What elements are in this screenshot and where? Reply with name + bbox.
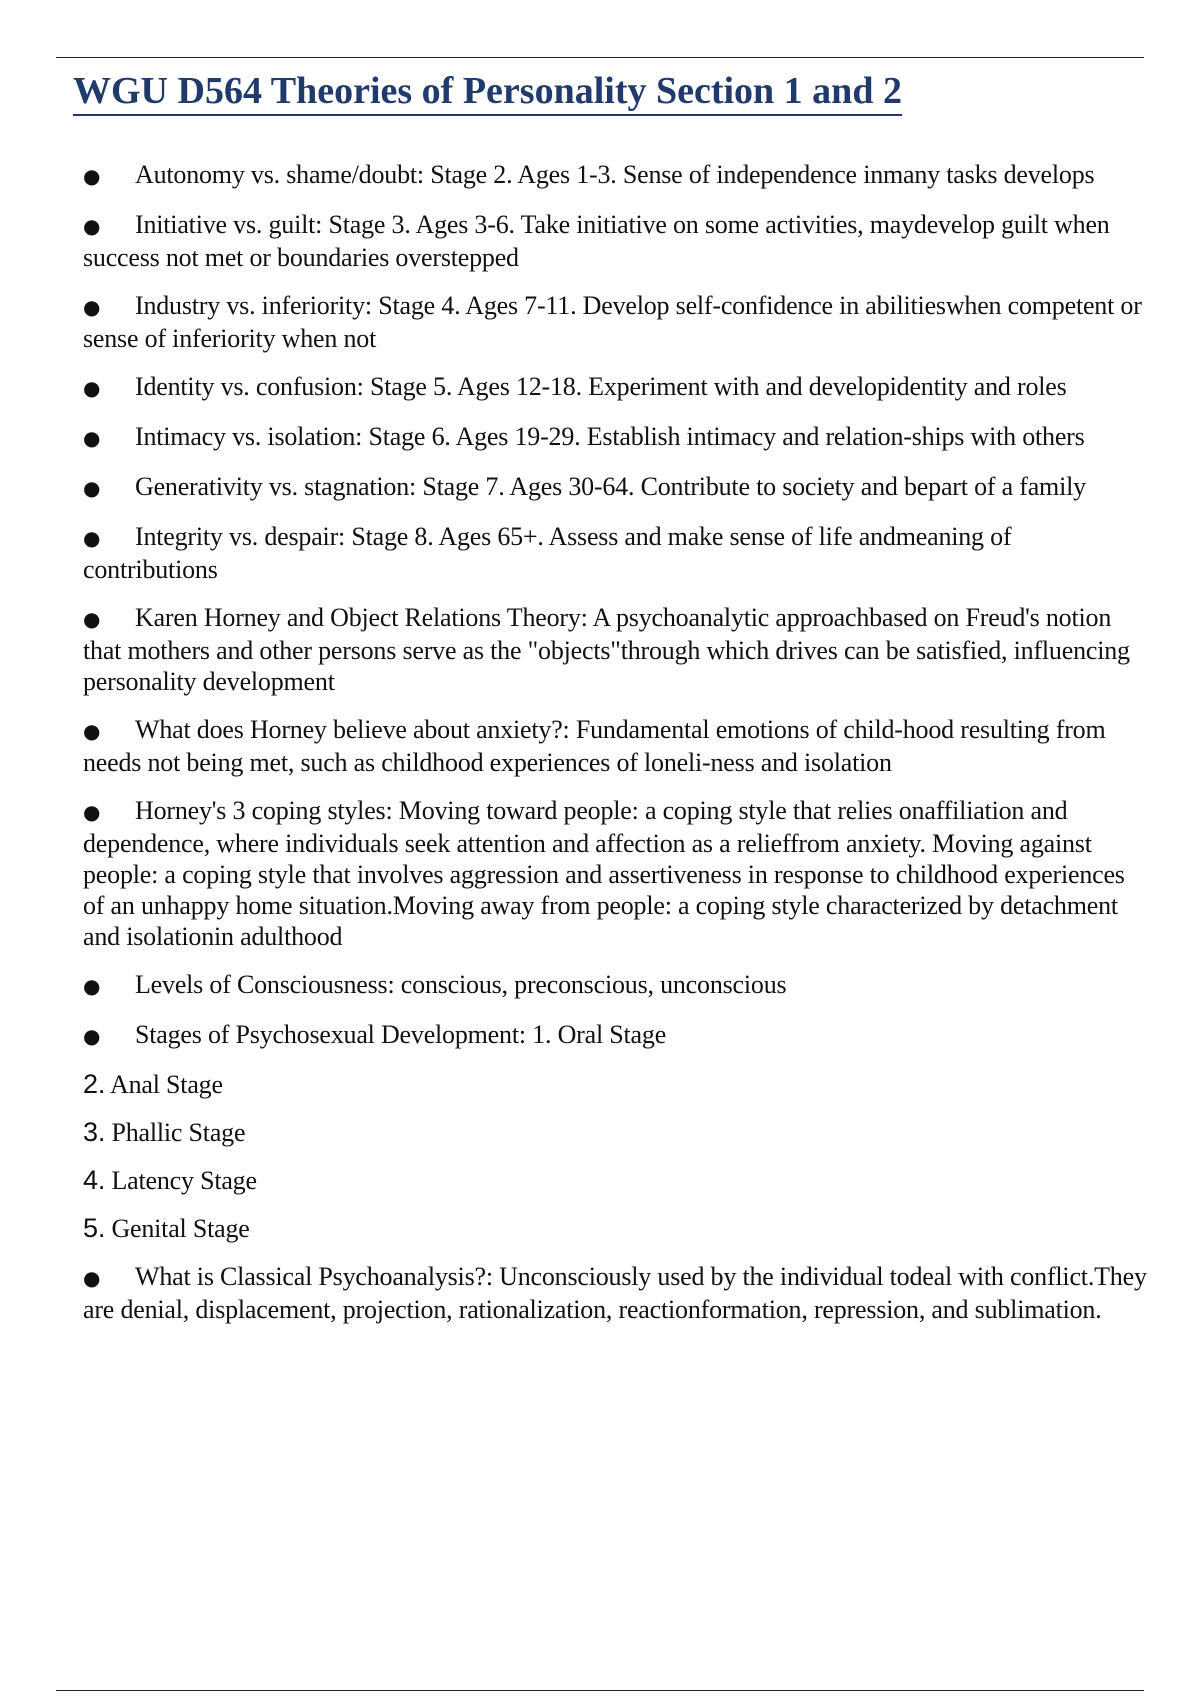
numbered-item	[83, 1165, 1147, 1196]
bullet: ●	[83, 607, 101, 631]
bullet: ●	[83, 214, 101, 238]
list-item	[83, 602, 1147, 697]
item-number: 3.	[83, 1117, 106, 1147]
list-item-text: Autonomy vs. shame/doubt: Stage 2. Ages 1-3. Sense of independence inmany tasks develops	[135, 160, 1095, 189]
bullet: ●	[83, 426, 101, 450]
list-item-text: Integrity vs. despair: Stage 8. Ages 65+. Assess and make sense of life andmeaning of contributions	[83, 522, 1012, 584]
list-item	[83, 371, 1147, 404]
bullet: ●	[83, 295, 101, 319]
list-item	[83, 471, 1147, 504]
list-item-text: What does Horney believe about anxiety?: Fundamental emotions of child-hood resulting from needs not being met, such as childhood experiences of loneli-ness and isolation	[83, 715, 1106, 777]
list-item	[83, 1261, 1147, 1325]
item-number: 4.	[83, 1165, 106, 1195]
numbered-item	[83, 1213, 1147, 1244]
bullet: ●	[83, 1266, 101, 1290]
bullet: ●	[83, 974, 101, 998]
bullet: ●	[83, 719, 101, 743]
list-item	[83, 209, 1147, 273]
list-item-text: Identity vs. confusion: Stage 5. Ages 12-18. Experiment with and developidentity and roles	[135, 372, 1067, 401]
numbered-item	[83, 1069, 1147, 1100]
bullet: ●	[83, 1024, 101, 1048]
list-item-text: Initiative vs. guilt: Stage 3. Ages 3-6. Take initiative on some activities, maydevelop guilt when success not met or boundaries overstepped	[83, 210, 1110, 272]
list-item-text: Levels of Consciousness: conscious, preconscious, unconscious	[135, 970, 787, 999]
document-title: WGU D564 Theories of Personality Section 1 and 2	[73, 70, 902, 116]
item-number: 2.	[83, 1069, 106, 1099]
numbered-item-text: Latency Stage	[111, 1166, 257, 1195]
list-item	[83, 969, 1147, 1002]
bullet: ●	[83, 376, 101, 400]
bottom-rule	[56, 1690, 1144, 1691]
numbered-item-text: Genital Stage	[111, 1214, 250, 1243]
bullet: ●	[83, 476, 101, 500]
list-item-text: Industry vs. inferiority: Stage 4. Ages 7-11. Develop self-confidence in abilitieswhen competent or sense of inferiority when not	[83, 291, 1142, 353]
bullet: ●	[83, 800, 101, 824]
numbered-item	[83, 1117, 1147, 1148]
list-item	[83, 795, 1147, 952]
list-item	[83, 290, 1147, 354]
list-item-text: Horney's 3 coping styles: Moving toward people: a coping style that relies onaffiliation and dependence, where individuals seek attention and affection as a relieffrom anxiety. Moving against people: a coping style that involves aggression and assertiveness in response to childhood experiences of an unhappy home situation.Moving away from people: a coping style characterized by detachment and isolationin adulthood	[83, 796, 1125, 951]
bullet: ●	[83, 526, 101, 550]
list-item-text: Intimacy vs. isolation: Stage 6. Ages 19-29. Establish intimacy and relation-ships with others	[135, 422, 1085, 451]
list-item	[83, 159, 1147, 192]
numbered-item-text: Phallic Stage	[111, 1118, 246, 1147]
document-body	[83, 159, 1147, 1342]
list-item-text: Karen Horney and Object Relations Theory: A psychoanalytic approachbased on Freud's notion that mothers and other persons serve as the "objects"through which drives can be satisfied, influencing personality development	[83, 603, 1130, 696]
numbered-item-text: Anal Stage	[110, 1070, 223, 1099]
list-item	[83, 521, 1147, 585]
top-rule	[56, 57, 1144, 58]
list-item-text: What is Classical Psychoanalysis?: Unconsciously used by the individual todeal with conflict.They are denial, displacement, projection, rationalization, reactionformation, repression, and sublimation.	[83, 1262, 1147, 1324]
list-item-text: Stages of Psychosexual Development: 1. Oral Stage	[135, 1020, 667, 1049]
bullet: ●	[83, 164, 101, 188]
item-number: 5.	[83, 1213, 106, 1243]
list-item	[83, 421, 1147, 454]
list-item	[83, 1019, 1147, 1052]
list-item-text: Generativity vs. stagnation: Stage 7. Ages 30-64. Contribute to society and bepart of a family	[135, 472, 1086, 501]
list-item	[83, 714, 1147, 778]
